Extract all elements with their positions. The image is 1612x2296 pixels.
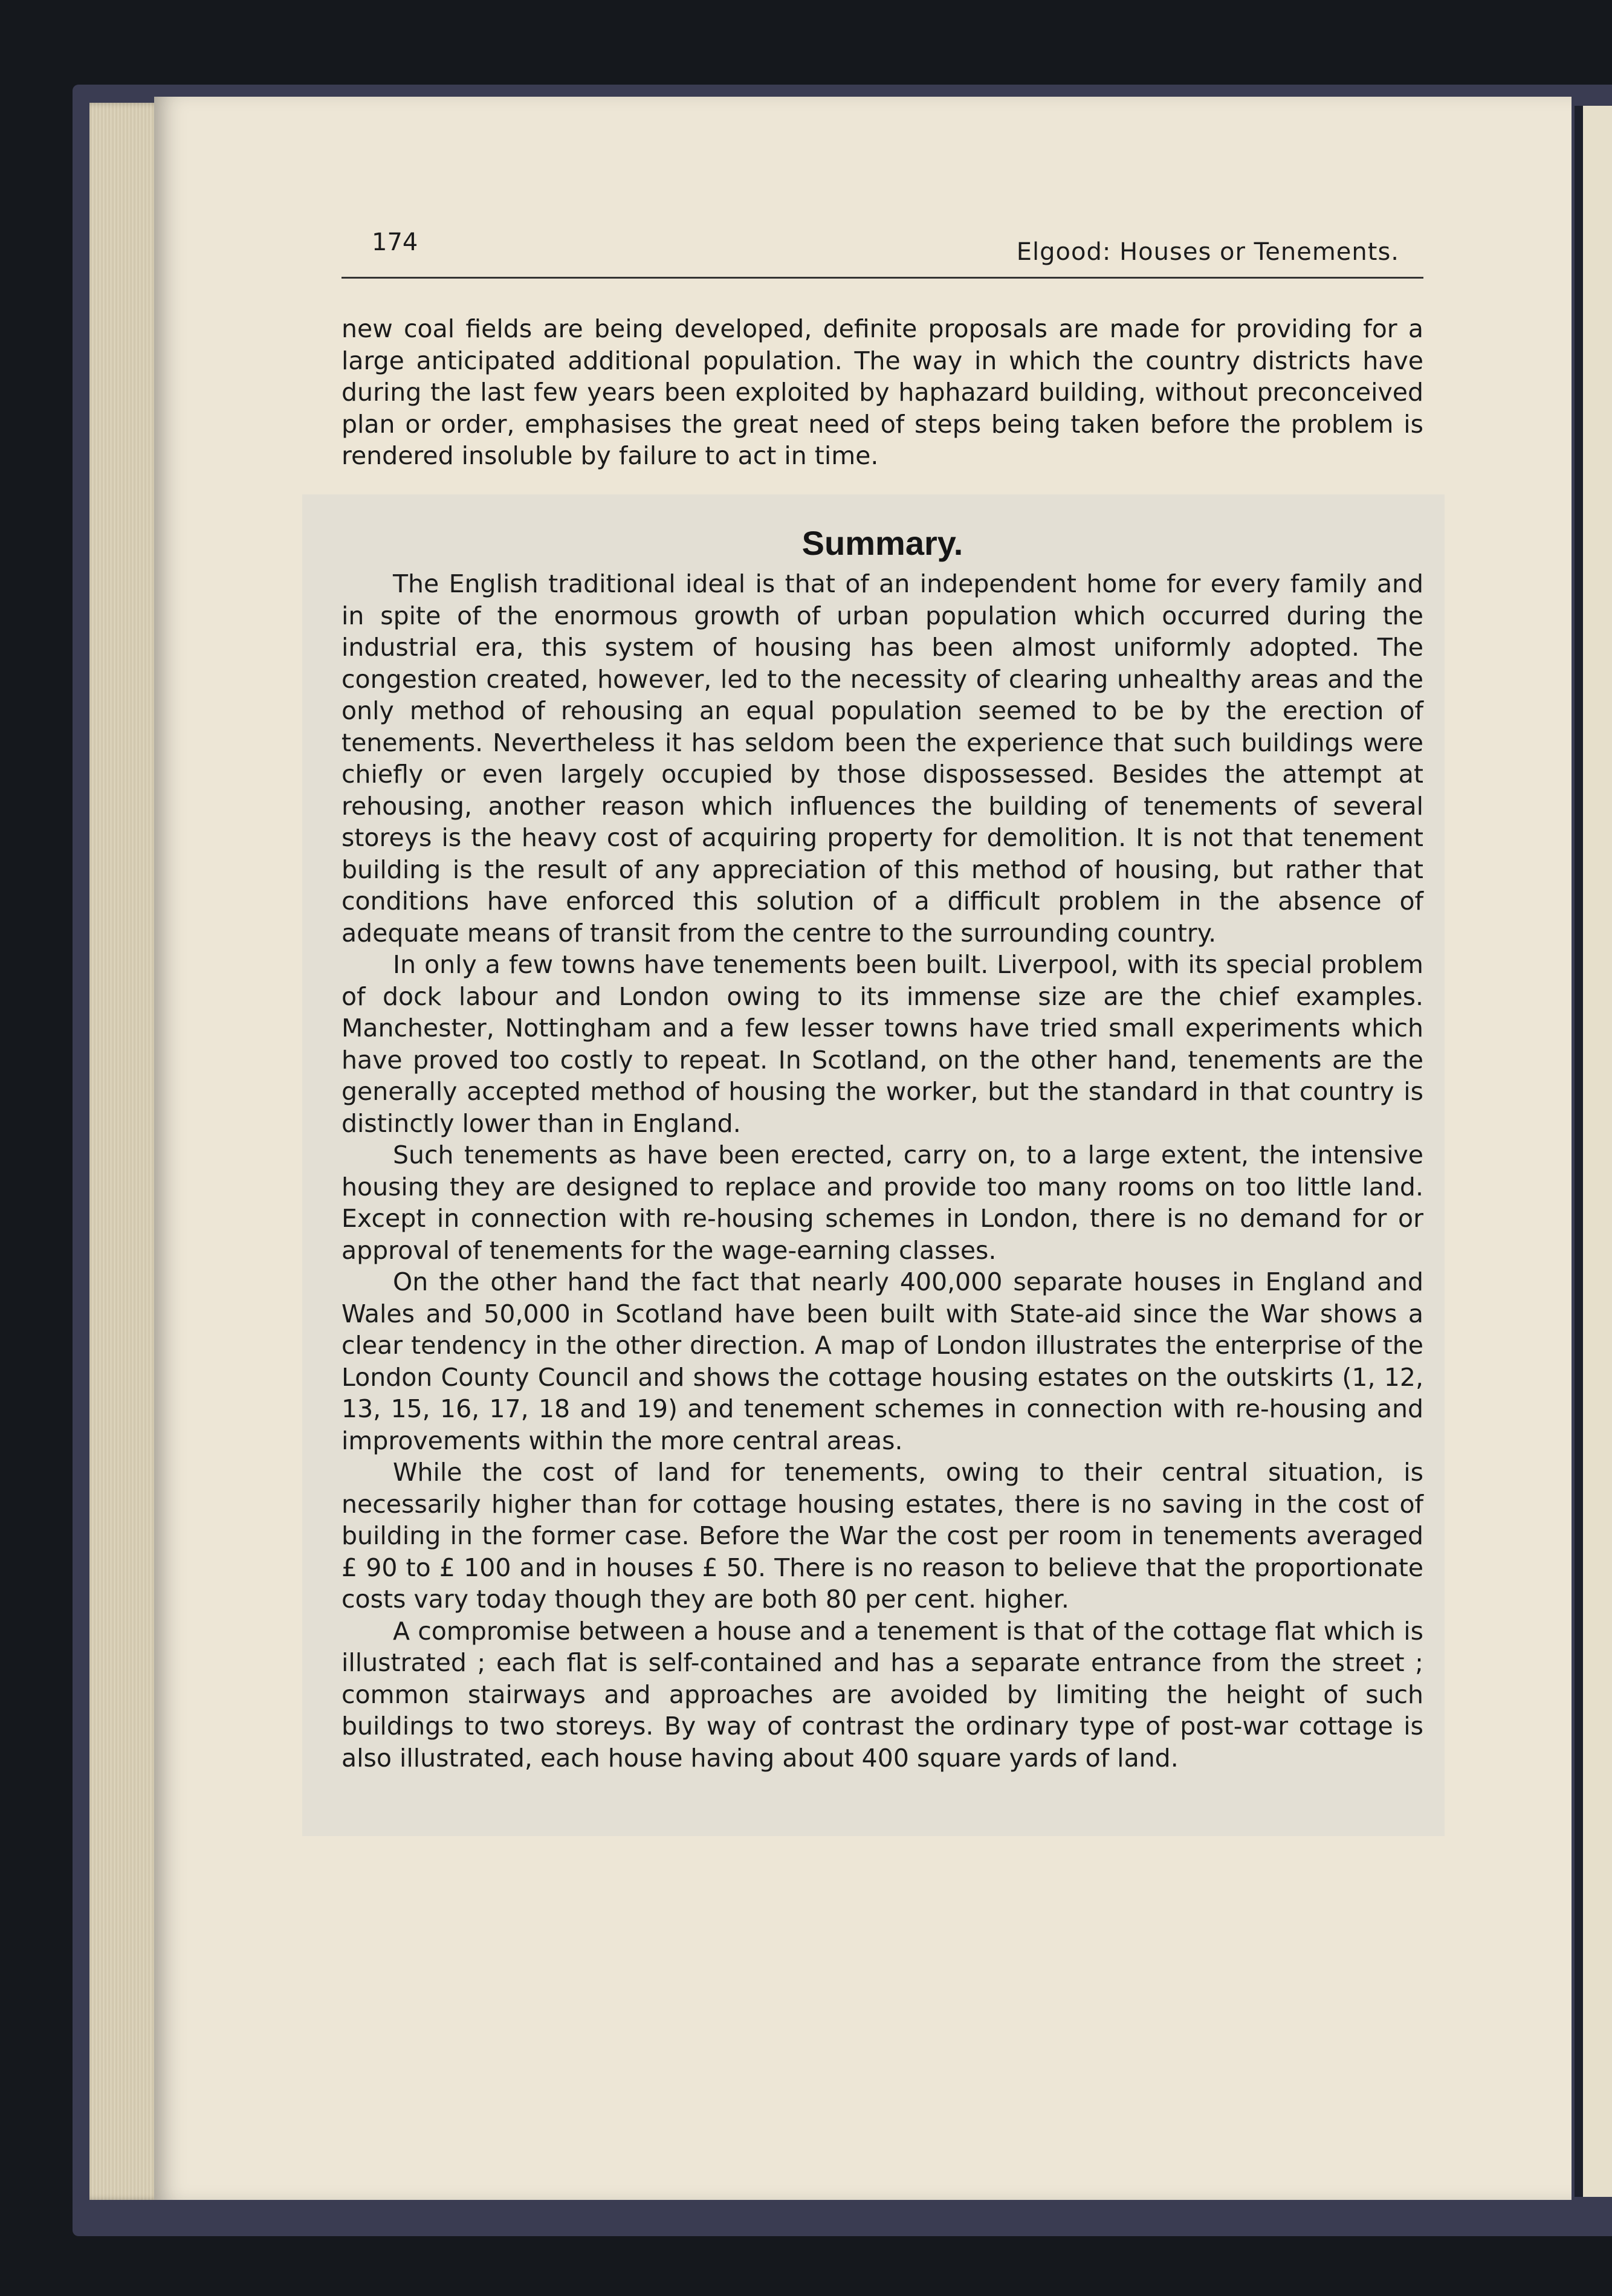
page-header [341,228,1423,279]
next-page-edge [1575,106,1612,2197]
page-edges [89,103,162,2200]
summary-paragraph: Such tenements as have been erected, carry on, to a large extent, the intensive housing they are designed to replace and provide too many rooms on too little land. Except in connection with re-housing schemes in London, there is no demand for or approval of tenements for the wage-earning classes. [341,1140,1423,1265]
opening-paragraph: new coal fields are being developed, definite proposals are made for providing for a large anticipated additional population. The way in which the country districts have during the last few years been exploited by haphazard building, without preconceived plan or order, emphasises the great need of steps being taken before the problem is rendered insoluble by failure to act in time. [341,314,1423,470]
summary-paragraph: The English traditional ideal is that of an independent home for every family and in spite of the enormous growth of urban population which occurred during the industrial era, this system of housing has been almost uniformly adopted. The congestion created, however, led to the necessity of clearing unhealthy areas and the only method of rehousing an equal population seemed to be by the erection of tenements. Nevertheless it has seldom been the experience that such buildings were chiefly or even largely occupied by those dispossessed. Besides the attempt at rehousing, another reason which influences the building of tenements of several storeys is the heavy cost of acquiring property for demolition. It is not that tenement building is the result of any appreciation of this method of housing, but rather that conditions have enforced this solution of a difficult problem in the absence of adequate means of transit from the centre to the surrounding country. [341,569,1423,948]
summary-paragraph: In only a few towns have tenements been built. Liverpool, with its special problem of dock labour and London owing to its immense size are the chief examples. Manchester, Nottingham and a few lesser towns have tried small experiments which have proved too costly to repeat. In Scotland, on the other hand, tenements are the generally accepted method of housing the worker, but the standard in that country is distinctly lower than in England. [341,950,1423,1138]
running-head: Elgood: Houses or Tenements. [1016,238,1399,266]
page-number: 174 [372,228,418,256]
summary-body [341,568,1423,1774]
summary-paragraph: A compromise between a house and a tenement is that of the cottage flat which is illustrated ; each flat is self-contained and has a separate entrance from the street ; common stairways and approaches are avoided by limiting the height of such buildings to two storeys. By way of contrast the ordinary type of post-war cottage is also illustrated, each house having about 400 square yards of land. [341,1616,1423,1773]
opening-paragraph-block [341,313,1423,472]
summary-paragraph: On the other hand the fact that nearly 400,000 separate houses in England and Wales and 50,000 in Scotland have been built with State-aid since the War shows a clear tendency in the other direction. A map of London illustrates the enterprise of the London County Council and shows the cottage housing estates on the outskirts (1, 12, 13, 15, 16, 17, 18 and 19) and tenement schemes in connection with re-housing and improvements within the more central areas. [341,1267,1423,1455]
summary-heading: Summary. [801,524,963,562]
summary-paragraph: While the cost of land for tenements, owing to their central situation, is necessarily higher than for cottage housing estates, there is no saving in the cost of building in the former case. Before the War the cost per room in tenements averaged £ 90 to £ 100 and in houses £ 50. There is no reason to believe that the proportionate costs vary today though they are both 80 per cent. higher. [341,1458,1423,1614]
